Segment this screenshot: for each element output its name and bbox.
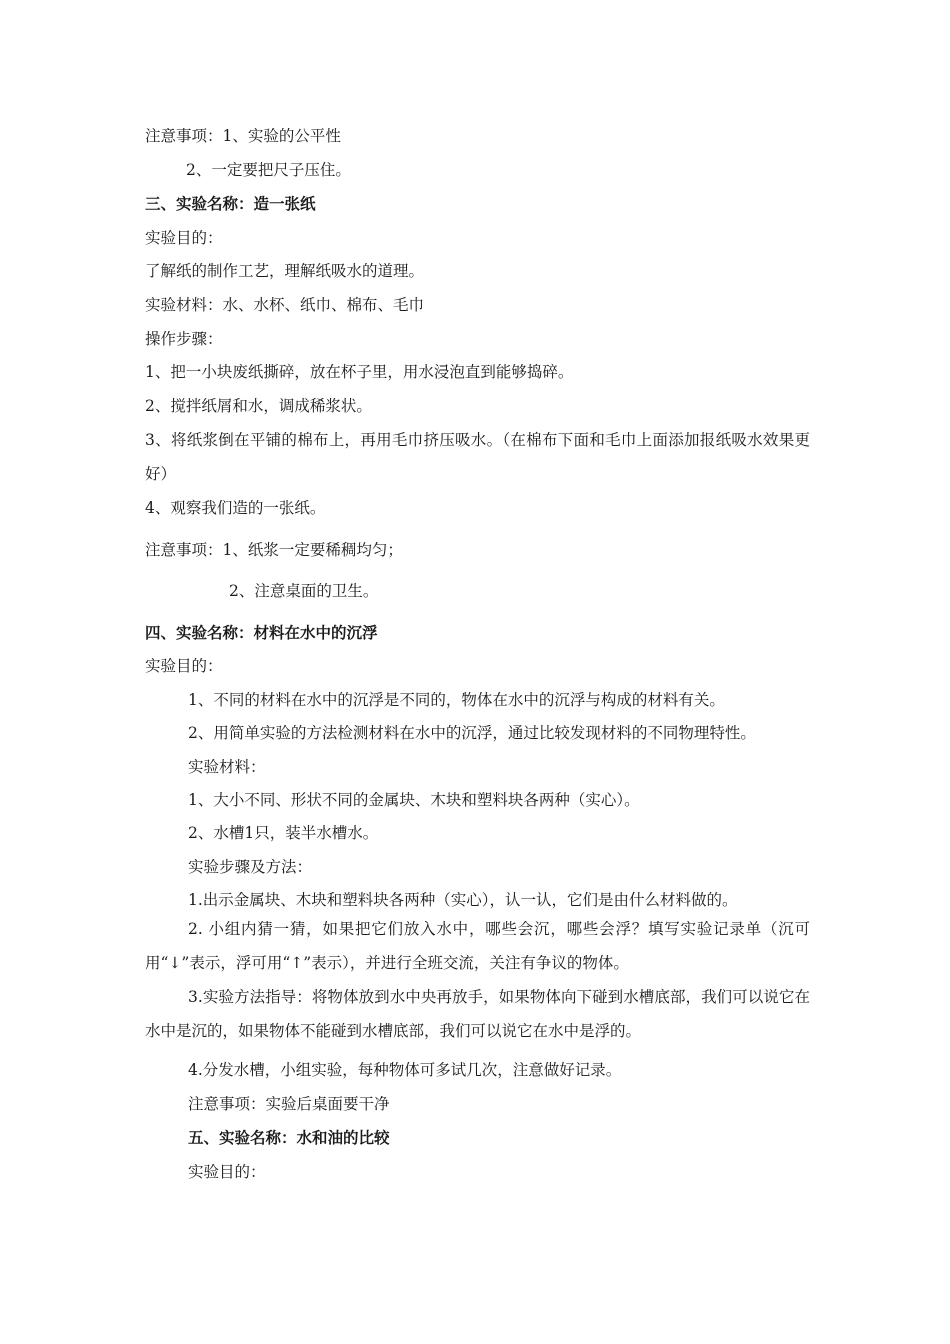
section-heading: 四、实验名称：材料在水中的沉浮 (145, 623, 378, 642)
section-heading: 五、实验名称：水和油的比较 (188, 1128, 390, 1147)
text-line: 1、大小不同、形状不同的金属块、木块和塑料块各两种（实心）。 (188, 791, 640, 809)
text-line: 实验目的： (188, 1163, 266, 1181)
text-paragraph: 3.实验方法指导：将物体放到水中央再放手，如果物体向下碰到水槽底部，我们可以说它在水中是沉的，如果物体不能碰到水槽底部，我们可以说它在水中是浮的。 (145, 988, 810, 1040)
text-line: 2、水槽1只，装半水槽水。 (188, 824, 379, 842)
text-line: 2、注意桌面的卫生。 (229, 582, 379, 600)
section-heading: 三、实验名称：造一张纸 (145, 194, 316, 213)
text-line: 实验目的： (145, 229, 223, 247)
text-line: 实验材料：水、水杯、纸巾、棉布、毛巾 (145, 296, 425, 314)
text-line: 1、不同的材料在水中的沉浮是不同的，物体在水中的沉浮与构成的材料有关。 (188, 691, 725, 709)
text-line: 了解纸的制作工艺，理解纸吸水的道理。 (145, 262, 425, 280)
text-line: 2、用简单实验的方法检测材料在水中的沉浮，通过比较发现材料的不同物理特性。 (188, 724, 756, 742)
text-line: 2、搅拌纸屑和水，调成稀浆状。 (145, 397, 372, 415)
text-line: 实验目的： (145, 657, 223, 675)
text-line: 操作步骤： (145, 330, 223, 348)
text-line: 注意事项：1、实验的公平性 (145, 127, 341, 145)
text-line: 4.分发水槽，小组实验，每种物体可多试几次，注意做好记录。 (188, 1061, 622, 1079)
text-line: 注意事项：1、纸浆一定要稀稠均匀； (145, 541, 403, 559)
text-line: 4、观察我们造的一张纸。 (145, 499, 326, 517)
text-line: 2、一定要把尺子压住。 (186, 161, 351, 179)
text-line: 1、把一小块废纸撕碎，放在杯子里，用水浸泡直到能够捣碎。 (145, 363, 574, 381)
text-paragraph: 2. 小组内猜一猜，如果把它们放入水中，哪些会沉，哪些会浮？填写实验记录单（沉可用“↓”表示，浮可用“↑”表示），并进行全班交流，关注有争议的物体。 (145, 920, 810, 972)
text-line: 注意事项：实验后桌面要干净 (188, 1095, 390, 1113)
text-paragraph: 3、将纸浆倒在平铺的棉布上，再用毛巾挤压吸水。（在棉布下面和毛巾上面添加报纸吸水效果更好） (145, 431, 810, 483)
text-line: 1.出示金属块、木块和塑料块各两种（实心），认一认，它们是由什么材料做的。 (188, 891, 738, 909)
text-line: 实验步骤及方法： (188, 858, 313, 876)
text-line: 实验材料： (188, 758, 266, 776)
